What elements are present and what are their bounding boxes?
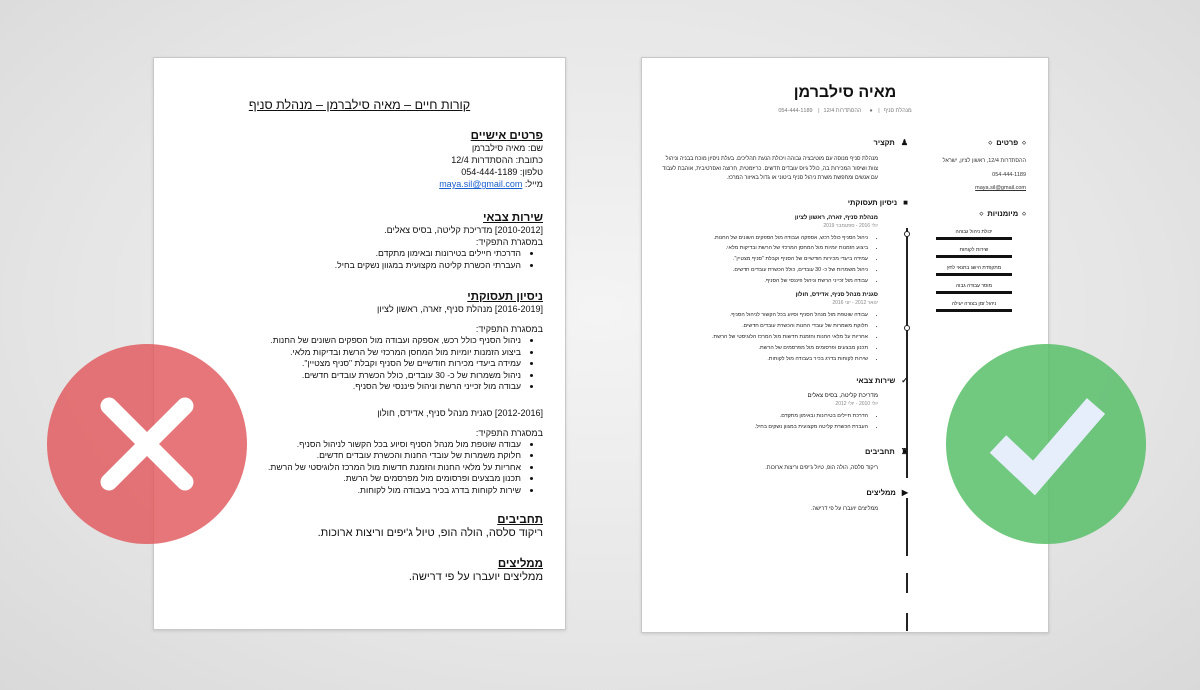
bad-job2-bullet: • חלוקת משמרות של עובדי החנות והכשרת עובדים חדשים. [176,450,521,462]
good-job1-title: מנהלת סניף, זארה, ראשון לציון [794,214,878,221]
good-summary-heading-text: תקציר [873,138,895,147]
bad-hobbies-heading: תחביבים [497,514,543,526]
good-sidebar [916,138,1026,316]
good-job2-bullet: • עבודה שוטפת מול מנהל הסניף וסיוע בכל הקשור לניהול הסניף. [660,310,868,321]
bad-job1-bullet: • ניהול משמרות של כ- 30 עובדים, כולל הכשרת עובדים חדשים. [176,370,521,382]
good-experience-heading-text: ניסיון תעסוקתי [847,197,898,207]
good-summary-text: מנהלת סניף מנוסה עם מוטיבציה גבוהה ויכולת הנעת תהליכים. בעלת ניסיון מוכח בבניה וניהול צוות ושיפור המכירות בה, כולל גיוס עובדים חדשים. כריזמטית, חרוצה ואסרטיבית, אוהבת לעבוד עם אנשים ומחפשת משרת ניהול סניף ביטוני או גדול באיזור המרכז. [662,156,878,181]
bad-military-frame: במסגרת התפקיד: [475,237,543,247]
briefcase-icon: ■ [903,197,908,207]
x-mark-icon [47,344,247,544]
bad-experience-heading: ניסיון תעסוקתי [467,291,543,303]
good-references-text: ממליצים יועברו על פי דרישה. [810,505,878,512]
good-skills-heading-text: מיומנויות [987,209,1019,218]
good-details-line: 054-444-1189 [992,172,1026,178]
bad-job1-frame: במסגרת התפקיד: [475,324,543,334]
check-mark-badge [946,344,1146,544]
bad-military-heading: שירות צבאי [483,212,543,224]
person-icon: ♟ [900,138,908,147]
good-main-column [660,138,908,514]
bad-job1: [2016-2019] מנהלת סניף, זארה, ראשון לציון [377,304,543,314]
good-job2-bullet: • אחריות על מלאי החנות והזמנת חדשות מול המרכז הלוגיסטי של הרשת. [660,332,868,343]
good-details-email[interactable]: maya.sil@gmail.com [975,185,1026,191]
good-references-heading [660,488,908,497]
bad-job1-bullet: • ביצוע הזמנות יומיות מול המחסן המרכזי של הרשת ובדיקות מלאי. [176,347,521,359]
bad-job1-bullet: • ניהול הסניף כולל רכש, אספקה ועבודה מול הספקים השונים של החנות. [176,335,521,347]
bad-email-label: מייל: [524,179,543,189]
good-summary-heading [660,138,908,147]
megaphone-icon: ▶ [901,487,908,497]
bad-job1-bullet: • עמידה ביעדי מכירות חודשיים של הסניף וקבלת "סניף מצטיין". [176,358,521,370]
bad-job2-bullet: • שירות לקוחות בדרג בכיר בעבודה מול לקוחות. [176,485,521,497]
good-military-date: יולי 2010 - יולי 2012 [835,401,878,408]
diamond-icon: ◇ [1022,210,1026,217]
good-skill-item: מוסר עבודה גבוה [936,280,1012,294]
good-military-bullet: • העברת הכשרת קליטה מקצועית במגוון נשקים בחיל. [660,422,868,433]
bad-job2-frame: במסגרת התפקיד: [475,427,543,438]
good-contact-address: ההסתדרות 12/4 [823,108,862,114]
good-job2-bullet: • שירות לקוחות בדרג בכיר בעבודה מול לקוחות. [660,354,868,365]
checkmark-small-icon: ✓ [901,376,908,386]
bad-personal-line: כתובת: ההסתדרות 12/4 [451,155,543,165]
x-mark-badge [47,344,247,544]
good-hobbies-text: ריקוד סלסה, הולה הופ, טיול ג'יפים וריצות ארוכות. [765,465,878,472]
diamond-icon: ◇ [988,139,993,146]
bad-email-link[interactable]: maya.sil@gmail.com [439,179,523,189]
rook-icon: ♜ [900,447,908,457]
good-job1-bullet: • עמידה ביעדי מכירות חודשיים של הסניף וקבלת "סניף מצטיין". [660,254,868,265]
good-details-line: ההסתדרות 12/4, ראשון לציון, ישראל [942,158,1026,164]
good-resume-name: מאיה סילברמן [793,84,897,101]
diamond-icon: ◇ [1022,139,1026,146]
bad-personal-heading: פרטים אישיים [470,130,543,142]
good-military-role: מדריכת קליטה, בסיס צאלים [807,393,878,400]
good-skills-heading [916,209,1026,218]
good-details-heading-text: פרטים [996,138,1019,147]
bad-references-heading: ממליצים [497,558,543,570]
good-job2-bullet: • תכנון מבצעים ופרסומים מול מפרסמים של הרשת. [660,343,868,354]
bad-military-section [176,212,543,271]
good-contact-line: מנהלת סניף| ●ההסתדרות 12/4| 054-444-1189 [778,108,912,114]
good-military-list [660,411,908,433]
bad-military-bullet: • הדרכתי חיילים בטירונות ובאימון מתקדם. [176,248,521,260]
bad-hobbies-text: ריקוד סלסה, הולה הופ, טיול ג'יפים וריצות ארוכות. [317,527,543,539]
bad-personal-line: שם: מאיה סילברמן [471,143,543,153]
good-job1-list [660,233,908,287]
good-military-heading-text: שירות צבאי [856,376,896,386]
good-job2-title: סגנית מנהל סניף, אדידס, חולון [795,292,878,299]
bad-personal-section [176,130,543,190]
good-military-heading [660,376,908,385]
good-job1-bullet: • ניהול משמרות של כ- 30 עובדים, כולל הכשרת עובדים חדשים. [660,265,868,276]
bad-military-bullet: • העברתי הכשרת קליטה מקצועית במגוון נשקים בחיל. [176,260,521,272]
bad-email-line [176,178,543,190]
timeline-line [906,573,908,593]
good-skill-item: ניהול זמן בצורה יעילה [936,298,1012,312]
bad-job2-bullet: • תכנון מבצעים ופרסומים מול מפרסמים של הרשת. [176,473,521,485]
good-skill-item: שירות לקוחות [936,244,1012,258]
good-experience-heading [660,198,908,207]
good-military-bullet: • הדרכת חיילים בטירונות ובאימון מתקדם. [660,411,868,422]
good-job2-bullet: • חלוקת משמרות של עובדי החנות והכשרת עובדים חדשים. [660,321,868,332]
good-contact-title: מנהלת סניף [883,108,912,114]
bad-job2-bullet: • אחריות על מלאי החנות והזמנת חדשות מול המרכז הלוגיסטי של הרשת. [176,462,521,474]
good-contact-phone: 054-444-1189 [778,108,813,114]
good-hobbies-heading-text: תחביבים [864,447,895,457]
good-job2-date: ינואר 2012 - יוני 2016 [832,300,878,307]
bad-job1-bullet: • עבודה מול זכייני הרשת וניהול פיננסי של הסניף. [176,381,521,393]
check-mark-icon [946,344,1146,544]
bad-military-role: [2010-2012] מדריכת קליטה, בסיס צאלים. [384,225,543,235]
good-references-heading-text: ממליצים [866,487,896,497]
diamond-icon: ◇ [979,210,984,217]
good-job1-bullet: • ניהול הסניף כולל רכש, אספקה ועבודה מול הספקים השונים של החנות. [660,233,868,244]
good-job1-bullet: • עבודה מול זכייני הרשת וניהול פיננסי של הסניף. [660,276,868,287]
bad-resume-title: קורות חיים – מאיה סילברמן – מנהלת סניף [248,98,471,112]
bad-references-section [176,558,543,584]
bad-personal-line: טלפון: 054-444-1189 [461,167,543,177]
bad-references-text: ממליצים יועברו על פי דרישה. [408,571,543,583]
timeline-line [906,613,908,631]
good-details-heading [916,138,1026,147]
good-job1-date: יולי 2016 - ספטמבר 2019 [823,222,878,229]
location-pin-icon: ● [869,108,873,114]
good-skill-item: מתקפדת הישג בתנאי לחץ [936,262,1012,276]
good-job1-bullet: • ביצוע הזמנות יומיות מול המחסן המרכזי של הרשת ובדיקות מלאי. [660,243,868,254]
bad-military-list [176,248,535,271]
good-skill-item: יכולת ניהול גבוהה [936,226,1012,240]
good-job2-list [660,310,908,364]
bad-job2-bullet: • עבודה שוטפת מול מנהל הסניף וסיוע בכל הקשור לניהול הסניף. [176,439,521,451]
good-hobbies-heading [660,447,908,456]
bad-job2: [2012-2016] סגנית מנהל סניף, אדידס, חולון [377,407,543,418]
